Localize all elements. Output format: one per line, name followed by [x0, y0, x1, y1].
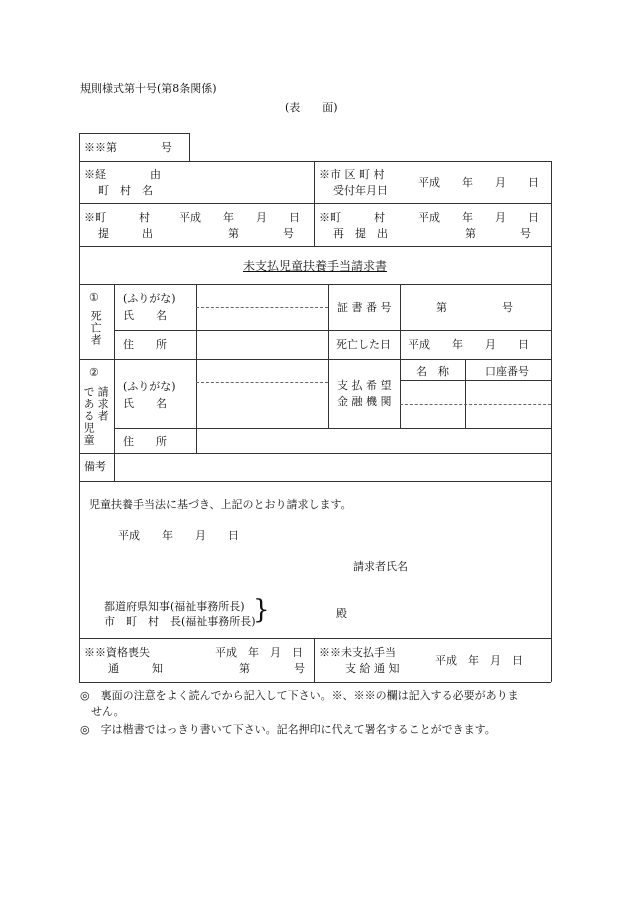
bank-label-1: 支 払 希 望	[337, 379, 392, 392]
resubmit-date: 平成 年 月 日	[418, 211, 539, 224]
declaration-statement: 児童扶養手当法に基づき、上記のとおり請求します。	[89, 498, 352, 511]
claimant-label: 請求者	[96, 386, 110, 422]
certificate-number: 第 号	[436, 301, 513, 314]
death-date: 平成 年 月 日	[408, 338, 529, 351]
loss-notice-label: ※※資格喪失	[84, 646, 150, 659]
mayor-label: 市 町 村 長(福祉事務所長)	[104, 615, 256, 628]
claimant-furigana-label: (ふりがな)	[123, 380, 176, 393]
via-town-label: 町 村 名	[98, 184, 153, 197]
resubmit-label: 再 提 出	[333, 227, 388, 240]
certificate-number-label: 証 書 番 号	[337, 301, 392, 314]
brace-icon: }	[253, 595, 270, 625]
unpaid-notice-label-2: 支 給 通 知	[345, 662, 400, 675]
remarks-label: 備考	[84, 460, 106, 473]
deceased-name-label: 氏 名	[123, 309, 167, 322]
governor-label: 都道府県知事(福祉事務所長)	[104, 600, 245, 613]
deceased-label: 死亡者	[89, 310, 103, 346]
deceased-furigana-label: (ふりがな)	[123, 292, 176, 305]
deceased-number: ①	[89, 291, 99, 304]
via-label: ※経 由	[84, 168, 161, 181]
claimant-name-field-label: 請求者氏名	[353, 560, 408, 573]
form-title: 未支払児童扶養手当請求書	[243, 259, 388, 273]
receipt-number: ※※第 号	[84, 141, 172, 154]
honorific: 殿	[336, 607, 347, 620]
note-1: ◎ 裏面の注意をよく読んでから記入して下さい。※、※※の欄は記入する必要がありま	[80, 689, 519, 702]
resubmit-number: 第 号	[465, 227, 531, 240]
received-date-label: 受付年月日	[333, 184, 388, 197]
claimant-number: ②	[89, 366, 99, 379]
received-label: ※市 区 町 村	[319, 168, 385, 181]
submit-label: 提 出	[98, 227, 153, 240]
claimant-address-label: 住 所	[123, 435, 167, 448]
claimant-child-label: である児童	[82, 386, 96, 446]
received-date: 平成 年 月 日	[418, 176, 539, 189]
side-label: (表 面)	[285, 101, 338, 114]
unpaid-notice-date: 平成 年 月 日	[435, 654, 523, 667]
submit-number: 第 号	[228, 227, 294, 240]
resubmit-town-label: ※町 村	[319, 211, 385, 224]
note-2: ◎ 字は楷書ではっきり書いて下さい。記名押印に代えて署名することができます。	[80, 723, 496, 736]
bank-name-header: 名 称	[416, 365, 449, 378]
account-number-header: 口座番号	[485, 365, 529, 378]
bank-label-2: 金 融 機 関	[337, 395, 392, 408]
deceased-address-label: 住 所	[123, 338, 167, 351]
loss-notice-date: 平成 年 月 日	[215, 646, 303, 659]
loss-notice-number: 第 号	[239, 662, 305, 675]
submit-date: 平成 年 月 日	[179, 211, 300, 224]
form-number: 規則様式第十号(第8条関係)	[80, 82, 217, 95]
death-date-label: 死亡した日	[336, 338, 391, 351]
loss-notice-label-2: 通 知	[108, 662, 163, 675]
unpaid-notice-label: ※※未支払手当	[319, 646, 396, 659]
claimant-name-label: 氏 名	[123, 397, 167, 410]
submit-town-label: ※町 村	[84, 211, 150, 224]
declaration-date: 平成 年 月 日	[118, 529, 239, 542]
note-1-continued: せん。	[91, 705, 125, 718]
